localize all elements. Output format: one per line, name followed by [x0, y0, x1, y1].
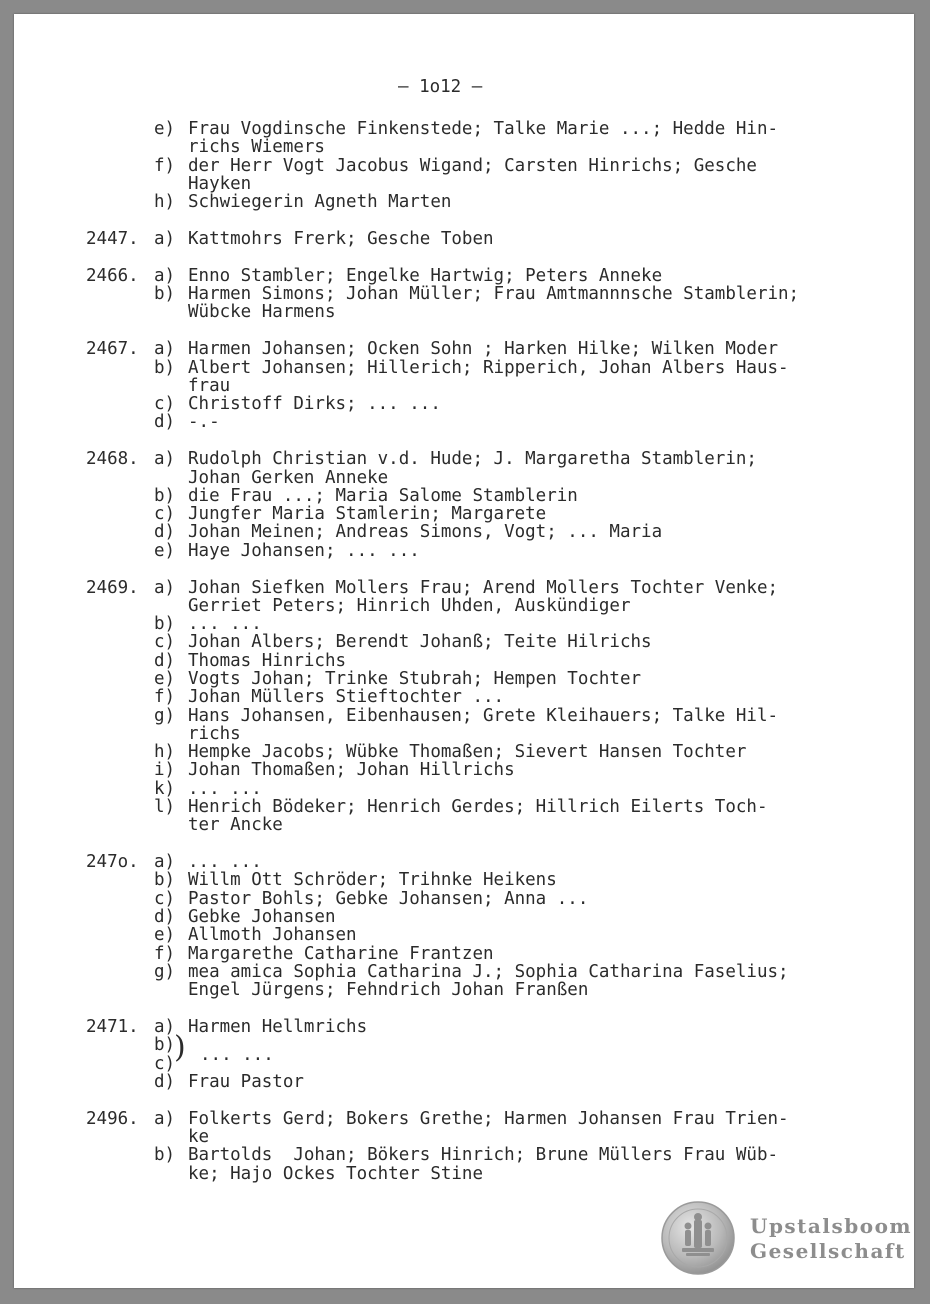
item-text-line: ... ... — [188, 779, 262, 799]
item-text-line: Thomas Hinrichs — [188, 651, 347, 671]
item-label: e) — [154, 541, 176, 561]
item-text-line: Frau Pastor — [188, 1072, 304, 1092]
item-label: c) — [154, 504, 176, 524]
item-label: d) — [154, 522, 176, 542]
item-label: f) — [154, 944, 176, 964]
item-label: e) — [154, 925, 176, 945]
item-label: h) — [154, 192, 176, 212]
item-label: g) — [154, 706, 176, 726]
item-text-line: Albert Johansen; Hillerich; Ripperich, Johan Albers Haus- — [188, 358, 789, 378]
item-text-line: der Herr Vogt Jacobus Wigand; Carsten Hinrichs; Gesche — [188, 156, 757, 176]
page-number: – 1o12 – — [398, 77, 483, 97]
entry-number: 2471. — [86, 1017, 139, 1037]
item-text-line: Johan Gerken Anneke — [188, 468, 389, 488]
item-label: b) — [154, 284, 176, 304]
item-label: d) — [154, 1072, 176, 1092]
item-text-line: Schwiegerin Agneth Marten — [188, 192, 452, 212]
item-text-line: ter Ancke — [188, 815, 283, 835]
item-text-line: Henrich Bödeker; Henrich Gerdes; Hillrich Eilerts Toch- — [188, 797, 768, 817]
item-label: c) — [154, 1054, 176, 1074]
item-label: a) — [154, 852, 176, 872]
item-text-line: Johan Albers; Berendt Johanß; Teite Hilrichs — [188, 632, 652, 652]
item-text-line: Enno Stambler; Engelke Hartwig; Peters Anneke — [188, 266, 663, 286]
item-text-line: Folkerts Gerd; Bokers Grethe; Harmen Johansen Frau Trien- — [188, 1109, 789, 1129]
item-label: a) — [154, 229, 176, 249]
item-label: i) — [154, 760, 176, 780]
item-text-line: richs Wiemers — [188, 137, 325, 157]
item-label: a) — [154, 339, 176, 359]
item-text-line: -.- — [188, 412, 220, 432]
item-text-line: Margarethe Catharine Frantzen — [188, 944, 494, 964]
society-seal-icon — [660, 1200, 736, 1276]
item-text-line: frau — [188, 376, 231, 396]
entry-number: 2467. — [86, 339, 139, 359]
item-text-line: Rudolph Christian v.d. Hude; J. Margaretha Stamblerin; — [188, 449, 757, 469]
item-text-line: ke; Hajo Ockes Tochter Stine — [188, 1164, 484, 1184]
organization-line-1: Upstalsboom — [750, 1214, 913, 1238]
item-text-line: Gerriet Peters; Hinrich Uhden, Auskündiger — [188, 596, 631, 616]
item-text-line: Jungfer Maria Stamlerin; Margarete — [188, 504, 547, 524]
item-label: b) — [154, 358, 176, 378]
item-text-line: ... ... — [188, 852, 262, 872]
item-label: c) — [154, 632, 176, 652]
item-label: l) — [154, 797, 176, 817]
item-label: h) — [154, 742, 176, 762]
item-text-line: ke — [188, 1127, 210, 1147]
item-label: b) — [154, 870, 176, 890]
item-text-line: Frau Vogdinsche Finkenstede; Talke Marie ...; Hedde Hin- — [188, 119, 779, 139]
item-label: c) — [154, 889, 176, 909]
item-label: b) — [154, 1145, 176, 1165]
item-text-line: Gebke Johansen — [188, 907, 336, 927]
item-text-line: Pastor Bohls; Gebke Johansen; Anna ... — [188, 889, 589, 909]
item-text-line: Kattmohrs Frerk; Gesche Toben — [188, 229, 494, 249]
document-body — [14, 14, 914, 1288]
item-label: b) — [154, 1035, 176, 1055]
item-text-line: Johan Meinen; Andreas Simons, Vogt; ... Maria — [188, 522, 663, 542]
item-text-line: Wübcke Harmens — [188, 302, 336, 322]
item-text-line: Vogts Johan; Trinke Stubrah; Hempen Tochter — [188, 669, 642, 689]
item-label: a) — [154, 266, 176, 286]
item-label: f) — [154, 156, 176, 176]
brace-icon: ) — [174, 1030, 186, 1065]
item-label: a) — [154, 1017, 176, 1037]
item-label: b) — [154, 614, 176, 634]
item-text-line: richs — [188, 724, 241, 744]
entry-number: 2468. — [86, 449, 139, 469]
item-text-line: Hempke Jacobs; Wübke Thomaßen; Sievert Hansen Tochter — [188, 742, 747, 762]
item-text-line: die Frau ...; Maria Salome Stamblerin — [188, 486, 578, 506]
item-label: a) — [154, 449, 176, 469]
entry-number: 247o. — [86, 852, 139, 872]
item-label: k) — [154, 779, 176, 799]
entry-number: 2496. — [86, 1109, 139, 1129]
item-label: d) — [154, 907, 176, 927]
organization-name — [750, 1214, 912, 1264]
item-text-line: Haye Johansen; ... ... — [188, 541, 420, 561]
item-label: g) — [154, 962, 176, 982]
item-text-line: Christoff Dirks; ... ... — [188, 394, 441, 414]
item-text-line: Hayken — [188, 174, 252, 194]
item-text-line: Allmoth Johansen — [188, 925, 357, 945]
item-label: b) — [154, 486, 176, 506]
item-text-line: Johan Siefken Mollers Frau; Arend Mollers Tochter Venke; — [188, 578, 779, 598]
item-label: e) — [154, 669, 176, 689]
item-text-line: Willm Ott Schröder; Trihnke Heikens — [188, 870, 557, 890]
entry-number: 2447. — [86, 229, 139, 249]
item-text-line: ... ... — [188, 614, 262, 634]
braced-text: ... ... — [200, 1045, 274, 1065]
item-label: e) — [154, 119, 176, 139]
item-label: c) — [154, 394, 176, 414]
item-text-line: Harmen Simons; Johan Müller; Frau Amtmannnsche Stamblerin; — [188, 284, 800, 304]
entry-number: 2469. — [86, 578, 139, 598]
item-text-line: Johan Müllers Stieftochter ... — [188, 687, 505, 707]
item-label: d) — [154, 651, 176, 671]
item-text-line: Engel Jürgens; Fehndrich Johan Franßen — [188, 980, 589, 1000]
entry-number: 2466. — [86, 266, 139, 286]
item-text-line: mea amica Sophia Catharina J.; Sophia Catharina Faselius; — [188, 962, 789, 982]
document-page — [14, 14, 914, 1288]
item-label: a) — [154, 578, 176, 598]
item-text-line: Bartolds Johan; Bökers Hinrich; Brune Müllers Frau Wüb- — [188, 1145, 779, 1165]
item-label: a) — [154, 1109, 176, 1129]
item-text-line: Harmen Hellmrichs — [188, 1017, 368, 1037]
item-label: f) — [154, 687, 176, 707]
item-text-line: Johan Thomaßen; Johan Hillrichs — [188, 760, 515, 780]
organization-line-2: Gesellschaft — [750, 1239, 906, 1263]
item-text-line: Harmen Johansen; Ocken Sohn ; Harken Hilke; Wilken Moder — [188, 339, 779, 359]
item-label: d) — [154, 412, 176, 432]
item-text-line: Hans Johansen, Eibenhausen; Grete Kleihauers; Talke Hil- — [188, 706, 779, 726]
